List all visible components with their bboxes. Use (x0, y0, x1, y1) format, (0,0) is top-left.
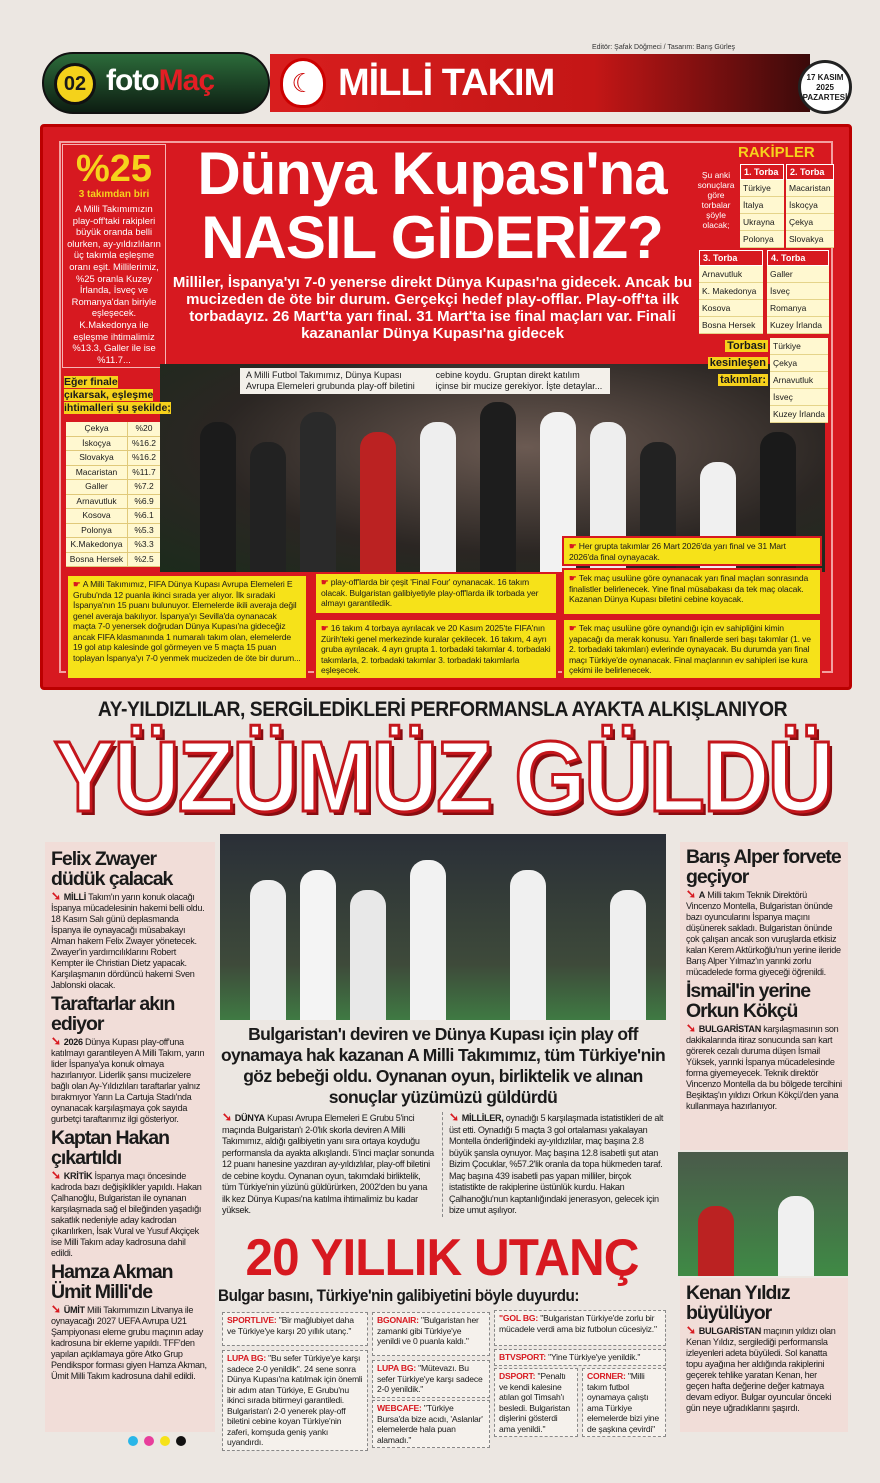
odds-team: Bosna Hersek (66, 553, 128, 567)
arrow-icon: ➘ (51, 1168, 61, 1182)
press-text: "Mütevazı. Bu sefer Türkiye'ye karşı sadece 2-0 yenildik." (377, 1363, 483, 1394)
tff-crest-icon: ☾ (280, 58, 326, 108)
odds-row (66, 538, 160, 553)
pot-team: K. Makedonya (699, 283, 763, 300)
press-quote (222, 1350, 368, 1451)
odds-value: %7.2 (134, 481, 154, 491)
side-story (51, 994, 209, 1125)
pointer-icon: ☛ (73, 579, 83, 589)
press-source: LUPA BG: (377, 1363, 416, 1373)
info-text: A Milli Takımımız, FIFA Dünya Kupası Avrupa Elemeleri E Grubu'nda 12 puanla ikinci sırada yer alıyor. İlk sıradaki İspanya'nın 15 puanı bulunuyor. Elemelerde ikili averaja değil genel averaja bakılıyor. İspanya'yı Sevilla'da oynanacak maçta 7-0 yenersek doğrudan Dünya Kupası'na gideceğiz ancak FIFA klasmanında 1 numaralı takım olan, elemelerde 19 gol atıp kalesinde gol görmeyen ve 5 maçta 15 puan toplayan İspanya'yı 7-0 yenmek mucizeden de öte bir durum... (73, 579, 301, 663)
pot-team: İskoçya (786, 197, 834, 214)
press-text: "Bu sefer Türkiye'ye karşı sadece 2-0 yenildik". 24 sene sonra Dünya Kupası'na katılmak için önemli bir adım atan Türkiye, E Grubu'nu ikinci sırada bitirmeyi garantiledi. Bulgaristan'ı 2-0 yenerek play-off biletini cebine koyan Türkiye'nin zaferi, komşuda geniş yankı uyandırdı. (227, 1353, 363, 1447)
body-text: oynadığı 5 karşılaşmada istatistikleri de alt üst etti. Oynadığı 5 maçta 3 gol ortalaması yakalayan Montella önderliğindeki ay-yıldızlılar, maç başına 2.8 büyük şansla oynuyor. Maç başına 12.8 isabetli şut atan Bizim Çocuklar, %57.2'lik oranla da topa hükmeden taraf. Maç başına 439 isabetli pas yapan milliler, birçok istatistikte de rakiplerine üstünlük kurdu. Hakan Çalhanoğlu'nun kaptanlığındaki jenerasyon, gelecek için bize umut aşılıyor. (449, 1113, 664, 1215)
story-title: Felix Zwayer düdük çalacak (51, 848, 173, 890)
arrow-icon: ➘ (686, 887, 696, 901)
odds-row (66, 509, 160, 524)
pot-team: Ukrayna (740, 214, 784, 231)
lead-word: BULGARİSTAN (698, 1024, 761, 1034)
main-body-col-2 (442, 1112, 666, 1217)
story-text: Dünya Kupası play-off'una katılmayı garantileyen A Milli Takım, yarın lider İspanya'ya konuk olmaya hazırlanıyor. Liderlik şansı mucizelere bağlı olan Ay-Yıldızlıları taraftarlar yalnız bırakmıyor Yarın La Cartuja Stadı'nda oynanacak karşılaşmaya çok sayıda gurbetçi taraftarımız ilgi gösteriyor. (51, 1037, 205, 1124)
info-box-3 (314, 618, 558, 680)
info-text: Tek maç usulüne göre oynanacak yarı final maçları sonrasında finalistler belirlenecek. Yine final müsabakası da tek maç olacak. Kazanan Dünya Kupası biletini cebine koyacak. (569, 573, 809, 604)
confirmed-team: Çekya (770, 355, 828, 372)
odds-team: Arnavutluk (66, 495, 128, 509)
odds-value: %5.3 (134, 524, 154, 535)
info-text: Tek maç usulüne göre oynandığı için ev sahipliğini kimin yapacağı da merak konusu. Yarı finallerde seri başı takımlar (1. ve 2. torbadaki takımları) evlerinde oynayacak. Bu durumda yarı final maçı Türkiye'de oynanacak. Final maçlarının ev sahipleri ise kura çekimi ile belirlenecek. (569, 623, 811, 675)
press-quote (582, 1368, 666, 1437)
pot-header: 4. Torba (767, 250, 829, 266)
story-title: Hamza Akman Ümit Milli'de (51, 1261, 173, 1303)
headline-line-1: Dünya Kupası'na (197, 140, 667, 207)
info-box-1 (66, 574, 308, 680)
photo-caption (240, 368, 610, 394)
pot-3 (699, 250, 763, 334)
side-story (686, 981, 842, 1112)
percent-text: A Milli Takımımızın play-off'taki rakipleri büyük oranda belli olurken, ay-yıldızlıların üç takımla eşleşme oranı eşit. Millilerimiz, %25 oranla Kuzey İrlanda, İsveç ve Romanya'dan biriyle eşleşecek. K.Makedonya ile eşleşme ihtimalimiz %13.3, Galler ile ise %11.7... (67, 203, 161, 365)
pot-team: Türkiye (740, 180, 784, 197)
pot-header: 2. Torba (786, 164, 834, 180)
odds-value: %3.3 (134, 539, 154, 549)
date-day: 17 KASIM (806, 73, 844, 82)
label-line: Torbası (727, 340, 766, 352)
lead-word: MİLLİLER, (461, 1113, 504, 1123)
fotomac-logo (106, 64, 214, 98)
odds-table (66, 422, 160, 567)
lead-word: 2026 (63, 1037, 83, 1047)
arrow-icon: ➘ (222, 1110, 232, 1124)
odds-team: Çekya (66, 422, 128, 436)
press-source: LUPA BG: (227, 1353, 266, 1363)
press-quote (372, 1360, 490, 1398)
confirmed-team: İsveç (770, 389, 828, 406)
press-source: BGONAIR: (377, 1315, 419, 1325)
info-box-4 (562, 536, 822, 566)
odds-team: Galler (66, 480, 128, 494)
pot-1 (740, 164, 784, 248)
lead-word: MİLLİ (63, 892, 87, 902)
odds-team: Kosova (66, 509, 128, 523)
press-text: "Bulgaristan her zamanki gibi Türkiye'ye yenildi ve 0 puanla kaldı." (377, 1315, 479, 1346)
headline-line-2: NASIL GİDERİZ? (201, 204, 663, 271)
credits-line: Editör: Şafak Döğmeci / Tasarım: Barış Gürleş (592, 44, 736, 51)
date-weekday: PAZARTESİ (802, 93, 848, 102)
side-story (51, 1128, 209, 1259)
percent-subtitle: 3 takımdan biri (78, 189, 150, 200)
right-column-bottom (680, 1278, 848, 1432)
story-title: Barış Alper forvete geçiyor (686, 846, 841, 888)
odds-title (64, 376, 171, 415)
story-text: Milli takım Teknik Direktörü Vincenzo Montella, Bulgaristan önünde bazı oyuncularını İspanya maçını düşünerek sakladı. Bulgaristan önünde çok çalışan ancak son vuruşlarda etkisiz kalan Kerem Aktürkoğlu'nun yerine ileride Barış Alper Yılmaz'ın yarınki zorlu mücadelede forma giyeceği öğrenildi. (686, 890, 841, 977)
pot-team: Kuzey İrlanda (767, 317, 829, 334)
story-title: Kenan Yıldız büyülüyor (686, 1282, 790, 1324)
title-line: ihtimalleri şu şekilde; (64, 402, 171, 414)
odds-value: %2.5 (134, 553, 154, 564)
story-title: Taraftarlar akın ediyor (51, 993, 175, 1035)
press-source: "GOL BG: (499, 1313, 539, 1323)
press-quote (372, 1400, 490, 1448)
odds-row (66, 480, 160, 495)
magenta-dot (144, 1436, 154, 1446)
story-body (686, 1325, 842, 1414)
label-line: kesinleşen (709, 357, 766, 369)
lead-word: A (698, 890, 706, 900)
section-title: MİLLİ TAKIM (338, 62, 555, 104)
confirmed-team: Kuzey İrlanda (770, 406, 828, 423)
odds-row (66, 495, 160, 510)
title-line: çıkarsak, eşleşme (64, 389, 154, 401)
odds-value: %20 (135, 423, 153, 433)
body-text: Kupası Avrupa Elemeleri E Grubu 5'inci maçında Bulgaristan'ı 2-0'lık skorla deviren A Milli Takımımız, aldığı galibiyetin yanı sıra ortaya koyduğu performansla da ayakta alkışlandı. 5'inci maçlar sonunda 12 puanı hanesine yazdıran ay-yıldızlılar, play-off biletini de cebine koydu. Oynanan oyun, takımdaki birliktelik, tüm Türkiye'nin yüzünü güldürürken, 2002'den bu yana ilk kez Dünya Kupası'na katılma ihtimalimiz bu kadar yüksek. (222, 1113, 434, 1215)
story-text: Takım'ın yarın konuk olacağı İspanya mücadelesinin hakemi belli oldu. 18 Kasım Salı günü deplasmanda İspanya ile oynayacağı müsabakayı Alman hakem Felix Zwayer yönetecek. Zwayer'in yardımcılıklarını Robert Kempter ile Christian Dietz yapacak. Karşılaşmanın dördüncü hakemi Sven Jablonski olacak. (51, 892, 205, 990)
odds-value: %6.9 (134, 495, 154, 506)
press-quote (494, 1310, 666, 1346)
press-text: "Bulgaristan Türkiye'de zorlu bir mücadele verdi ama biz futbolun cücesiyiz." (499, 1313, 657, 1334)
odds-row (66, 553, 160, 568)
right-column-top (680, 842, 848, 1150)
press-quote (494, 1368, 578, 1437)
info-text: play-off'larda bir çeşit 'Final Four' oynanacak. 16 takım olacak. Bulgaristan galibiyetiyle play-off'larda ilk torbada yer almayı garantiledik. (321, 577, 539, 608)
story-body (51, 1036, 209, 1125)
kenan-yildiz-photo (678, 1152, 848, 1276)
lead-deck: Milliler, İspanya'yı 7-0 yenerse direkt Dünya Kupası'na gidecek. Ancak bu mucizeden de öte bir durum. Gerçekçi hedef play-offlar. Play-off'ta ilk torbadayız. 26 Mart'ta yarı final. 31 Mart'ta ise final maçları var. Finali kazananlar Dünya Kupası'na gidecek (172, 274, 693, 342)
pot-team: Slovakya (786, 231, 834, 248)
cyan-dot (128, 1436, 138, 1446)
black-dot (176, 1436, 186, 1446)
rakipler-note: Şu anki sonuçlara göre torbalar şöyle olacak; (697, 170, 735, 230)
pointer-icon: ☛ (569, 541, 579, 551)
story-text: maçının yıldızı olan Kenan Yıldız, sergilediği performansla izleyenleri adeta büyüledi. Sol kanatta topu ayağına her aldığında rakiplerini geçerek tehlike yaratan Kenan, her geçen hafta değerine değer katmaya devam ediyor. Bulgar oyuncular önceki gün neye uğradıklarını şaşırdı. (686, 1326, 836, 1413)
odds-row (66, 451, 160, 466)
info-box-5 (562, 568, 822, 616)
press-text: "Yine Türkiye'ye yenildik." (545, 1352, 641, 1362)
press-source: WEBCAFE: (377, 1403, 422, 1413)
pot-2 (786, 164, 834, 248)
press-text: "Milli takım futbol oynamaya çalıştı ama Türkiye elemelerde bizi yine de şaşkına çevirdi" (587, 1371, 659, 1434)
issue-date (798, 60, 852, 114)
pot-header: 3. Torba (699, 250, 763, 266)
story-title: Kaptan Hakan çıkartıldı (51, 1127, 170, 1169)
pot-team: Kosova (699, 300, 763, 317)
confirmed-pots-label (702, 338, 768, 389)
arrow-icon: ➘ (51, 1302, 61, 1316)
side-story (686, 1283, 842, 1414)
press-source: SPORTLIVE: (227, 1315, 277, 1325)
story-text: karşılaşmasının son dakikalarında itiraz sonucunda sarı kart görerek cezalı duruma düşen İsmail Yüksek, yarınki İspanya mücadelesinde forma giyemeyecek. Teknik direktör Vincenzo Montella da bu bölgede tercihini Beşiktaş'ın yıldızı Orkun Kökçü'den yana kullanmaya hazırlanıyor. (686, 1024, 842, 1111)
date-year: 2025 (816, 83, 834, 92)
story-text: Milli Takımımızın Litvanya ile oynayacağı 2027 UEFA Avrupa U21 Şampiyonası eleme grubu maçının aday kadrosuna bir ekleme yapıldı. TFF'den yapılan açıklamaya göre Atko Grup Pendikspor forması giyen Hamza Akman, Ümit Milli Takım kadrosuna dahil edildi. (51, 1305, 207, 1381)
left-column (45, 842, 215, 1432)
percent-sidebar (62, 144, 166, 368)
pot-team: Çekya (786, 214, 834, 231)
info-text: 16 takım 4 torbaya ayrılacak ve 20 Kasım 2025'te FIFA'nın Zürih'teki genel merkezinde kuralar çekilecek. 16 takım, 4 ayrı gruba ayrılacak. 4 ayrı grupta 1. torbadaki takımlar 4. torbadaki takımlarla, 2. torbadaki takımlar 3. torbadaki takımlarla eşleşecek. (321, 623, 551, 675)
press-source: BTVSPORT: (499, 1352, 546, 1362)
confirmed-team: Türkiye (770, 338, 828, 355)
players-celebration-photo (220, 834, 666, 1020)
pot-header: 1. Torba (740, 164, 784, 180)
sub-headline: 20 YILLIK UTANÇ (245, 1229, 639, 1287)
pot-team: Polonya (740, 231, 784, 248)
story-body (51, 1304, 209, 1382)
side-story (686, 847, 842, 978)
odds-team: Macaristan (66, 466, 128, 480)
confirmed-team: Arnavutluk (770, 372, 828, 389)
arrow-icon: ➘ (51, 1034, 61, 1048)
caption-part-2: cebine koydu. Gruptan direkt katılım içinse bir mucize gerekiyor. İşte detaylar... (435, 370, 603, 391)
info-text: Her grupta takımlar 26 Mart 2026'da yarı final ve 31 Mart 2026'da final oynayacak. (569, 541, 786, 562)
odds-value: %6.1 (134, 510, 154, 520)
logo-left: foto (106, 64, 159, 97)
press-text: "Penaltı ve kendi kalesine atılan gol Timsah'ı besledi. Bulgaristan dişlerini gösterdi ama yenildi." (499, 1371, 571, 1434)
masthead-pill (42, 52, 270, 114)
side-story (51, 1262, 209, 1382)
press-quote (372, 1312, 490, 1356)
section-band (270, 54, 810, 112)
odds-team: K.Makedonya (66, 538, 128, 552)
press-text: "Türkiye Bursa'da bize acıdı, 'Aslanlar' elemelerde hala puan alamadı." (377, 1403, 483, 1445)
odds-team: İskoçya (66, 437, 128, 451)
story-text: İspanya maçı öncesinde kadroda bazı değişiklikler yapıldı. Hakan Çalhanoğlu, Bulgaristan ile oynanan karşılaşmada sağ el bileğinden yaşadığı sakatlık nedeniyle aday kadrodan çıkarılırken, İsak Vural ve Yusuf Akçiçek ise Milli Takım aday kadrosuna dahil edildi. (51, 1171, 202, 1258)
percent-figure: %25 (75, 148, 153, 190)
press-title: Bulgar basını, Türkiye'nin galibiyetini böyle duyurdu: (218, 1286, 580, 1305)
odds-value: %16.2 (131, 452, 157, 462)
story-title: İsmail'in yerine Orkun Kökçü (686, 980, 811, 1022)
pointer-icon: ☛ (569, 573, 579, 583)
arrow-icon: ➘ (51, 889, 61, 903)
arrow-icon: ➘ (686, 1021, 696, 1035)
lead-word: DÜNYA (234, 1113, 265, 1123)
story-body (686, 889, 842, 978)
info-box-2 (314, 572, 558, 615)
odds-value: %16.2 (131, 437, 157, 448)
yellow-dot (160, 1436, 170, 1446)
press-quote (222, 1312, 368, 1346)
lead-word: KRİTİK (63, 1171, 93, 1181)
odds-team: Slovakya (66, 451, 128, 465)
label-line: takımlar: (720, 374, 766, 386)
confirmed-teams-list (770, 338, 828, 423)
pot-team: Bosna Hersek (699, 317, 763, 334)
pot-team: İtalya (740, 197, 784, 214)
pot-team: Macaristan (786, 180, 834, 197)
pointer-icon: ☛ (569, 623, 579, 633)
pointer-icon: ☛ (321, 577, 331, 587)
odds-team: Polonya (66, 524, 128, 538)
odds-row (66, 437, 160, 452)
lead-headline (172, 142, 692, 270)
main-kicker: AY-YILDIZLILAR, SERGİLEDİKLERİ PERFORMANSLA AYAKTA ALKIŞLANIYOR (97, 698, 788, 721)
press-text: "Bir mağlubiyet daha ve Türkiye'ye karşı 20 yıllık utanç." (227, 1315, 354, 1336)
story-body (686, 1023, 842, 1112)
lead-word: BULGARİSTAN (698, 1326, 761, 1336)
press-source: DSPORT: (499, 1371, 536, 1381)
pot-team: Romanya (767, 300, 829, 317)
story-body (51, 1170, 209, 1259)
pot-team: Galler (767, 266, 829, 283)
page-number: 02 (54, 63, 96, 105)
rakipler-title: RAKİPLER (738, 144, 815, 161)
pot-team: İsveç (767, 283, 829, 300)
odds-value: %11.7 (132, 466, 156, 477)
press-quote (494, 1349, 666, 1366)
side-story (51, 849, 209, 991)
lead-word: ÜMİT (63, 1305, 85, 1315)
pot-4 (767, 250, 829, 334)
odds-row (66, 524, 160, 539)
info-box-6 (562, 618, 822, 680)
title-line: Eğer finale (64, 376, 118, 388)
odds-row (66, 466, 160, 481)
main-deck: Bulgaristan'ı deviren ve Dünya Kupası için play off oynamaya hak kazanan A Milli Takımımız, tüm Türkiye'nin göz bebeği oldu. Oynanan oyun, birliktelik ve alınan sonuçlar yüzümüzü güldürdü (220, 1024, 666, 1107)
main-title: YÜZÜMÜZ GÜLDÜ (53, 721, 833, 833)
story-body (51, 891, 209, 991)
arrow-icon: ➘ (449, 1110, 459, 1124)
pointer-icon: ☛ (321, 623, 331, 633)
press-source: CORNER: (587, 1371, 626, 1381)
arrow-icon: ➘ (686, 1323, 696, 1337)
registration-marks (128, 1436, 186, 1446)
pot-team: Arnavutluk (699, 266, 763, 283)
caption-part-1: A Milli Futbol Takımımız, Dünya Kupası Avrupa Elemeleri grubunda play-off biletini (246, 370, 415, 391)
main-body-col-1 (222, 1112, 436, 1217)
odds-row (66, 422, 160, 437)
logo-right: Maç (158, 64, 214, 97)
